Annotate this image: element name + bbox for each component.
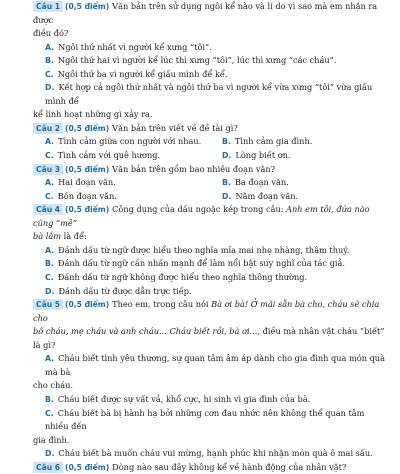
option-d[interactable]: D. Cháu biết bà muốn cháu vui mừng, hạnh phúc khi nhận món quà ô mai sấu. <box>45 448 373 459</box>
question-quote: Bà ơi bà! Ở mãi sẵn bà cho, cháu sẽ chia cho <box>33 299 380 323</box>
question-points: (0,5 điểm) <box>65 164 110 174</box>
question-number: Câu 3 <box>33 164 63 175</box>
question-3 <box>33 163 390 204</box>
question-points: (0,5 điểm) <box>65 2 110 11</box>
option-c[interactable]: C. Cháu biết bà bị hành hạ bởi những cơn đau nhức nên không thể quan tâm nhiều đến <box>45 407 365 432</box>
option-c-cont: gia đình. <box>33 434 70 445</box>
question-number: Câu 5 <box>33 299 63 310</box>
question-points: (0,5 điểm) <box>65 205 110 215</box>
question-text-cont: điều đó? <box>33 28 69 38</box>
question-points: (0,5 điểm) <box>65 462 110 472</box>
option-d[interactable]: D. Đánh dấu từ được dẫn trực tiếp. <box>45 285 192 296</box>
question-text-cont: điều mà nhân vật cháu “biết” là gì? <box>33 326 385 350</box>
option-c[interactable]: C. Tình cảm với quê hương. <box>45 150 161 161</box>
option-a-cont: cho cháu. <box>33 380 74 391</box>
question-text: Dòng nào sau đây không kể về hành động của nhân vật? <box>112 461 347 472</box>
question-number: Câu 4 <box>33 204 63 215</box>
option-b[interactable]: B. Tình cảm gia đình. <box>222 136 313 147</box>
option-d[interactable]: D. Lòng biết ơn. <box>222 150 291 161</box>
option-a[interactable]: A. Đánh dấu từ ngữ được hiểu theo nghĩa mỉa mai nhẹ nhàng, thâm thuý. <box>45 244 350 255</box>
question-4 <box>33 203 390 298</box>
question-1 <box>33 0 390 122</box>
question-text: Công dụng của dấu ngoặc kép trong câu: <box>112 204 284 215</box>
question-5 <box>33 298 390 461</box>
option-a[interactable]: A. Hai đoạn văn. <box>45 177 116 188</box>
option-b[interactable]: B. Ba đoạn văn. <box>222 177 289 188</box>
question-text-cont: là để: <box>63 231 87 242</box>
question-quote: Anh em tôi, đứa nào cũng “mê” <box>33 204 370 228</box>
option-d[interactable]: D. Năm đoạn văn. <box>222 190 299 201</box>
option-b[interactable]: B. Ngôi thứ hai vì người kể lúc thì xưng “tôi”, lúc thì xưng “các cháu”. <box>45 55 337 66</box>
question-points: (0,5 điểm) <box>65 300 110 310</box>
option-a[interactable]: A. Ngôi thứ nhất vì người kể xưng “tôi”. <box>45 41 212 52</box>
option-c[interactable]: C. Đánh dấu từ ngữ không được hiểu theo nghĩa thông thường. <box>45 272 308 283</box>
question-number: Câu 6 <box>33 462 63 473</box>
option-a[interactable]: A. Cháu biết tình yêu thương, sự quan tâm âm áp dành cho gia đình qua món quà mà bà <box>45 353 385 377</box>
question-number: Câu 2 <box>33 123 63 134</box>
question-6 <box>33 461 390 474</box>
option-b[interactable]: B. Cháu biết được sự vất vả, khổ cực, hi sinh vì gia đình của bà. <box>45 393 311 404</box>
option-b[interactable]: B. Đánh dấu từ ngữ cần nhấn mạnh để làm nổi bật suy nghĩ của tác giả. <box>45 258 345 269</box>
question-text: Theo em, trong câu nói <box>112 299 209 310</box>
option-a[interactable]: A. Tình cảm giữa con người với nhau. <box>45 136 202 147</box>
option-d[interactable]: D. Kết hợp cả ngôi thứ nhất và ngôi thứ ba vì người kể vừa xưng “tôi” vừa giấu mình để <box>45 82 373 106</box>
question-2 <box>33 122 390 163</box>
question-text: Văn bản trên sử dụng ngôi kể nào và lí do vì sao mà em nhận ra được <box>33 1 378 25</box>
option-c[interactable]: C. Ngôi thứ ba vì người kể giấu mình để kể. <box>45 68 228 79</box>
option-c[interactable]: C. Bốn đoạn văn. <box>45 190 117 201</box>
question-text: Văn bản trên gồm bao nhiêu đoạn văn? <box>112 163 276 174</box>
question-quote-cont: bà lắm <box>33 231 61 242</box>
question-number: Câu 1 <box>33 1 63 12</box>
question-text: Văn bản trên viết về đề tài gì? <box>112 122 238 133</box>
question-quote-cont: bố cháu, mẹ cháu và anh cháu... Cháu biết rồi, bà ơi..., <box>33 326 260 337</box>
question-points: (0,5 điểm) <box>65 123 110 133</box>
option-d-cont: kể linh hoạt những gì xảy ra. <box>33 109 153 120</box>
